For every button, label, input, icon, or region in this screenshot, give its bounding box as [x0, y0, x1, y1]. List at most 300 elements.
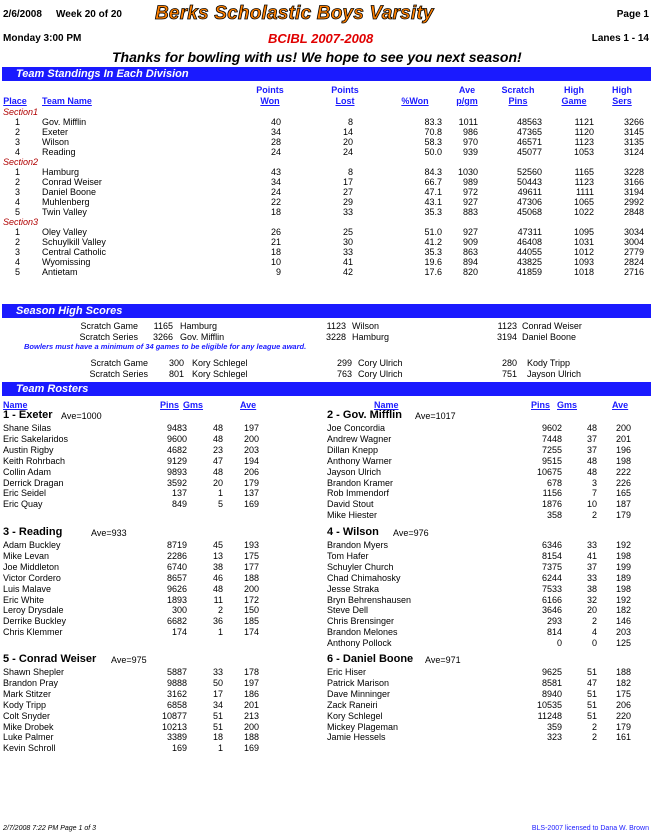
player-name: Eric Sakelaridos: [3, 433, 69, 444]
points-won: 18: [270, 207, 281, 217]
high-game: 1065: [573, 197, 594, 207]
first-name: Hamburg: [180, 321, 218, 331]
player-average: 188: [615, 667, 631, 677]
section-name: Section1: [3, 107, 39, 117]
place: 3: [14, 137, 20, 147]
pct-won: 51.0: [424, 227, 442, 237]
player-pins: 6346: [541, 540, 562, 550]
player-games: 36: [212, 616, 223, 627]
player-name: Luke Palmer: [3, 732, 54, 743]
place: 2: [14, 127, 20, 137]
player-games: 51: [586, 699, 597, 710]
player-games: 32: [586, 594, 597, 605]
player-average: 174: [243, 627, 259, 638]
player-name: Eric White: [3, 594, 45, 605]
team-average: Ave=971: [425, 655, 461, 665]
high-series: 2716: [623, 267, 644, 277]
player-row: [0, 573, 653, 583]
scratch-pins: 52560: [516, 167, 542, 177]
player-average: 179: [615, 510, 631, 521]
high-score-row: [0, 321, 653, 331]
player-pins: 3646: [541, 605, 562, 616]
section-label: [0, 107, 653, 117]
player-average: 165: [615, 488, 631, 499]
pct-won: 84.3: [424, 167, 442, 177]
place: 5: [14, 207, 20, 217]
team-name: Central Catholic: [42, 247, 107, 257]
player-row: [0, 743, 653, 753]
player-pins: 10535: [536, 699, 562, 710]
player-name: Andrew Wagner: [327, 433, 392, 444]
high-game: 1123: [574, 137, 594, 147]
team-average: Ave=975: [111, 655, 147, 665]
player-games: 50: [212, 677, 223, 688]
second-name: Wilson: [352, 321, 380, 331]
player-pins: 9129: [166, 455, 187, 466]
player-average: 192: [615, 540, 631, 550]
points-lost: 24: [342, 147, 353, 157]
standings-row: [0, 187, 653, 197]
player-average: 198: [615, 550, 631, 561]
team-name: Schuylkill Valley: [42, 237, 106, 247]
player-name: Collin Adam: [3, 466, 52, 477]
player-name: Jesse Straka: [327, 583, 380, 594]
high-series: 3145: [623, 127, 644, 137]
points-lost: 17: [342, 177, 353, 187]
player-name: Joe Concordia: [327, 423, 386, 433]
player-average: 175: [615, 688, 631, 699]
team-name: Gov. Mifflin: [42, 117, 87, 127]
high-game: 1123: [574, 177, 594, 187]
col-pct-won: %Won: [401, 96, 429, 106]
col-high-game: Game: [561, 96, 587, 106]
player-pins: 9515: [541, 455, 562, 466]
high-game: 1095: [573, 227, 594, 237]
player-row: [0, 711, 653, 721]
score-label: Scratch Game: [80, 321, 138, 331]
player-average: 177: [243, 561, 259, 572]
scratch-pins: 45068: [516, 207, 542, 217]
player-row: [0, 467, 653, 477]
player-name: Steve Dell: [327, 605, 369, 616]
high-series: 3135: [623, 137, 644, 147]
second-name: Cory Ulrich: [358, 358, 403, 368]
average: 1030: [457, 167, 478, 177]
points-won: 18: [270, 247, 281, 257]
player-games: 17: [212, 688, 223, 699]
league-name: BCIBL 2007-2008: [268, 31, 374, 46]
first-value: 3266: [152, 332, 173, 342]
player-pins: 1893: [166, 594, 187, 605]
points-won: 21: [270, 237, 281, 247]
team-title: 4 - Wilson: [327, 526, 379, 538]
player-average: 194: [243, 455, 259, 466]
third-value: 751: [501, 369, 517, 379]
scratch-pins: 48563: [516, 117, 542, 127]
player-pins: 293: [546, 616, 562, 627]
player-average: 186: [243, 688, 259, 699]
player-games: 33: [212, 667, 223, 677]
team-name: Reading: [42, 147, 76, 157]
player-games: 48: [586, 455, 597, 466]
points-won: 28: [270, 137, 281, 147]
player-name: Mickey Plageman: [327, 721, 399, 732]
points-lost: 33: [342, 207, 353, 217]
team-title: 6 - Daniel Boone: [327, 653, 414, 665]
place: 1: [14, 167, 20, 177]
player-pins: 8719: [166, 540, 187, 550]
player-average: 185: [243, 616, 259, 627]
rosters-bar: Team Rosters: [2, 382, 651, 396]
player-average: 200: [615, 423, 631, 433]
player-games: 45: [212, 540, 223, 550]
player-games: 51: [212, 710, 223, 721]
team-roster-title: [0, 528, 653, 538]
pct-won: 47.1: [424, 187, 442, 197]
first-value: 801: [168, 369, 184, 379]
player-pins: 6682: [166, 616, 187, 627]
standings-row: [0, 257, 653, 267]
player-pins: 9888: [166, 677, 187, 688]
high-game: 1022: [573, 207, 594, 217]
standings-row: [0, 167, 653, 177]
third-name: Daniel Boone: [522, 332, 577, 342]
second-value: 299: [336, 358, 352, 368]
second-value: 1123: [326, 321, 346, 331]
player-games: 20: [586, 605, 597, 616]
average: 820: [462, 267, 478, 277]
footer-license: BLS-2007 licensed to Dana W. Brown: [531, 825, 649, 832]
player-pins: 7255: [541, 444, 562, 455]
high-series: 2848: [623, 207, 644, 217]
player-pins: 6858: [166, 699, 187, 710]
average: 1011: [458, 117, 478, 127]
player-pins: 5887: [166, 667, 187, 677]
player-games: 2: [591, 616, 597, 627]
player-name: Dave Minninger: [327, 688, 391, 699]
place: 1: [14, 117, 20, 127]
player-average: 175: [243, 550, 259, 561]
player-games: 47: [212, 455, 223, 466]
footer-printed: 2/7/2008 7:22 PM Page 1 of 3: [3, 825, 97, 832]
average: 894: [462, 257, 478, 267]
player-games: 48: [586, 423, 597, 433]
player-name: Mike Hiester: [327, 510, 378, 521]
player-name: Anthony Warner: [327, 455, 392, 466]
third-name: Jayson Ulrich: [527, 369, 582, 379]
player-row: [0, 667, 653, 677]
player-name: Zack Raneiri: [327, 699, 378, 710]
col-ave: Ave: [612, 400, 629, 410]
player-games: 37: [586, 561, 597, 572]
player-row: [0, 605, 653, 615]
player-pins: 359: [546, 721, 562, 732]
player-average: 182: [615, 677, 631, 688]
player-name: David Stout: [327, 499, 374, 510]
high-series: 2824: [623, 257, 644, 267]
player-average: 213: [243, 710, 259, 721]
player-games: 46: [212, 572, 223, 583]
player-games: 38: [586, 583, 597, 594]
player-name: Chris Klemmer: [3, 627, 63, 638]
player-row: [0, 616, 653, 626]
standings-row: [0, 267, 653, 277]
high-series: 2992: [623, 197, 644, 207]
high-game: 1165: [574, 167, 594, 177]
high-series: 3124: [623, 147, 644, 157]
player-row: [0, 434, 653, 444]
second-name: Hamburg: [352, 332, 390, 342]
col-ave-top: Ave: [458, 85, 476, 95]
pct-won: 35.3: [424, 247, 442, 257]
player-games: 33: [586, 572, 597, 583]
player-pins: 678: [546, 477, 562, 488]
player-row: [0, 499, 653, 509]
player-name: Adam Buckley: [3, 540, 61, 550]
high-series: 3266: [623, 117, 644, 127]
player-pins: 323: [546, 732, 562, 743]
player-average: 200: [243, 433, 259, 444]
player-games: 38: [212, 561, 223, 572]
team-roster-title: [0, 411, 653, 421]
player-name: Schuyler Church: [327, 561, 394, 572]
player-pins: 169: [171, 743, 187, 754]
section-label: [0, 157, 653, 167]
section-label: [0, 217, 653, 227]
player-name: Shawn Shepler: [3, 667, 65, 677]
col-name: Name: [374, 400, 399, 410]
team-name: Antietam: [42, 267, 78, 277]
high-series: 2779: [623, 247, 644, 257]
col-games: Gms: [183, 400, 204, 410]
high-game: 1018: [573, 267, 594, 277]
third-value: 1123: [497, 321, 517, 331]
high-game: 1111: [575, 187, 594, 197]
lanes: Lanes 1 - 14: [591, 33, 649, 44]
player-games: 33: [586, 540, 597, 550]
section-name: Section2: [3, 157, 39, 167]
player-row: [0, 540, 653, 550]
player-name: Mark Stitzer: [3, 688, 52, 699]
pct-won: 17.6: [424, 267, 442, 277]
average: 986: [462, 127, 478, 137]
player-average: 169: [243, 743, 259, 754]
place: 2: [14, 237, 20, 247]
page-number: Page 1: [616, 9, 649, 20]
player-row: [0, 488, 653, 498]
col-points-won: Won: [260, 96, 280, 106]
team-name: Oley Valley: [42, 227, 87, 237]
team-name: Wyomissing: [42, 257, 91, 267]
player-pins: 3389: [166, 732, 187, 743]
player-pins: 2286: [166, 550, 187, 561]
player-pins: 1876: [541, 499, 562, 510]
high-series: 3194: [623, 187, 644, 197]
player-average: 200: [243, 721, 259, 732]
first-name: Gov. Mifflin: [180, 332, 225, 342]
player-pins: 9625: [541, 667, 562, 677]
player-average: 226: [615, 477, 631, 488]
points-lost: 33: [342, 247, 353, 257]
team-name: Wilson: [42, 137, 70, 147]
player-pins: 300: [171, 605, 187, 616]
player-name: Anthony Pollock: [327, 638, 392, 649]
col-ave: p/gm: [456, 96, 478, 106]
place: 3: [14, 187, 20, 197]
standings-row: [0, 147, 653, 157]
player-average: 146: [615, 616, 631, 627]
player-row: [0, 423, 653, 433]
player-games: 48: [586, 466, 597, 477]
player-pins: 1156: [542, 488, 562, 499]
report-date: 2/6/2008: [3, 9, 42, 20]
player-games: 2: [591, 721, 597, 732]
high-scores-bar: Season High Scores: [2, 304, 651, 318]
player-pins: 8154: [541, 550, 562, 561]
player-pins: 9626: [166, 583, 187, 594]
player-pins: 8581: [541, 677, 562, 688]
average: 909: [462, 237, 478, 247]
player-row: [0, 700, 653, 710]
high-game: 1012: [573, 247, 594, 257]
player-row: [0, 478, 653, 488]
player-pins: 9602: [541, 423, 562, 433]
points-won: 43: [270, 167, 281, 177]
day-time: Monday 3:00 PM: [3, 33, 82, 44]
second-value: 763: [336, 369, 352, 379]
col-pins: Pins: [531, 400, 551, 410]
player-games: 4: [591, 627, 597, 638]
standings-row: [0, 247, 653, 257]
player-average: 188: [243, 572, 259, 583]
place: 2: [14, 177, 20, 187]
player-average: 198: [615, 583, 631, 594]
scratch-pins: 47311: [517, 227, 542, 237]
average: 927: [462, 197, 478, 207]
player-row: [0, 638, 653, 648]
average: 863: [462, 247, 478, 257]
standings-bar: Team Standings In Each Division: [2, 67, 651, 81]
player-name: Eric Seidel: [3, 488, 47, 499]
player-name: Bryn Behrenshausen: [327, 594, 412, 605]
points-won: 34: [270, 127, 281, 137]
player-name: Kevin Schroll: [3, 743, 56, 754]
col-points-lost: Lost: [335, 96, 355, 106]
points-won: 22: [270, 197, 281, 207]
pct-won: 43.1: [424, 197, 442, 207]
player-pins: 10877: [161, 710, 187, 721]
player-row: [0, 445, 653, 455]
player-name: Colt Snyder: [3, 710, 51, 721]
player-games: 20: [212, 477, 223, 488]
first-name: Kory Schlegel: [192, 358, 248, 368]
player-name: Dillan Knepp: [327, 444, 379, 455]
player-games: 3: [591, 477, 597, 488]
player-games: 47: [586, 677, 597, 688]
player-games: 1: [217, 627, 223, 638]
player-games: 51: [586, 667, 597, 677]
report-title: Berks Scholastic Boys Varsity: [155, 3, 434, 24]
player-name: Kody Tripp: [3, 699, 47, 710]
player-row: [0, 595, 653, 605]
col-team: Team Name: [42, 96, 92, 106]
player-games: 7: [591, 488, 597, 499]
high-series: 3166: [623, 177, 644, 187]
player-games: 51: [586, 688, 597, 699]
player-row: [0, 689, 653, 699]
player-games: 48: [212, 423, 223, 433]
player-average: 201: [243, 699, 259, 710]
score-label: Scratch Game: [90, 358, 148, 368]
first-value: 1165: [153, 321, 173, 331]
player-pins: 3592: [166, 477, 187, 488]
third-value: 280: [501, 358, 517, 368]
player-row: [0, 678, 653, 688]
average: 883: [462, 207, 478, 217]
high-game: 1093: [573, 257, 594, 267]
player-pins: 9893: [166, 466, 187, 477]
pct-won: 70.8: [424, 127, 442, 137]
player-row: [0, 456, 653, 466]
player-pins: 3162: [166, 688, 187, 699]
player-average: 188: [243, 732, 259, 743]
player-name: Derrike Buckley: [3, 616, 67, 627]
player-name: Patrick Marison: [327, 677, 390, 688]
player-pins: 0: [556, 638, 562, 649]
player-row: [0, 551, 653, 561]
scratch-pins: 47365: [516, 127, 542, 137]
team-name: Conrad Weiser: [42, 177, 102, 187]
player-games: 5: [217, 499, 223, 510]
player-average: 203: [243, 444, 259, 455]
standings-row: [0, 127, 653, 137]
high-game: 1053: [573, 147, 594, 157]
player-average: 199: [615, 561, 631, 572]
player-average: 200: [243, 583, 259, 594]
player-average: 196: [615, 444, 631, 455]
player-pins: 7375: [541, 561, 562, 572]
first-name: Kory Schlegel: [192, 369, 248, 379]
col-high-series: Sers: [612, 96, 632, 106]
points-lost: 30: [342, 237, 353, 247]
player-average: 172: [243, 594, 259, 605]
high-score-row: [0, 332, 653, 342]
player-name: Brandon Melones: [327, 627, 398, 638]
player-games: 13: [212, 550, 223, 561]
pct-won: 35.3: [424, 207, 442, 217]
team-name: Twin Valley: [42, 207, 87, 217]
col-high-game-top: High: [564, 85, 584, 95]
player-row: [0, 722, 653, 732]
scratch-pins: 45077: [516, 147, 542, 157]
points-lost: 41: [342, 257, 353, 267]
scratch-pins: 49611: [517, 187, 542, 197]
player-name: Jayson Ulrich: [327, 466, 382, 477]
points-lost: 29: [342, 197, 353, 207]
team-average: Ave=1017: [415, 411, 456, 421]
col-place: Place: [3, 96, 27, 106]
player-games: 10: [586, 499, 597, 510]
player-games: 48: [212, 433, 223, 444]
player-games: 2: [591, 732, 597, 743]
scratch-pins: 41859: [516, 267, 542, 277]
pct-won: 41.2: [424, 237, 442, 247]
points-won: 24: [270, 187, 281, 197]
col-scratch-pins-top: Scratch: [501, 85, 535, 95]
player-pins: 9483: [166, 423, 187, 433]
score-label: Scratch Series: [89, 369, 148, 379]
player-games: 23: [212, 444, 223, 455]
